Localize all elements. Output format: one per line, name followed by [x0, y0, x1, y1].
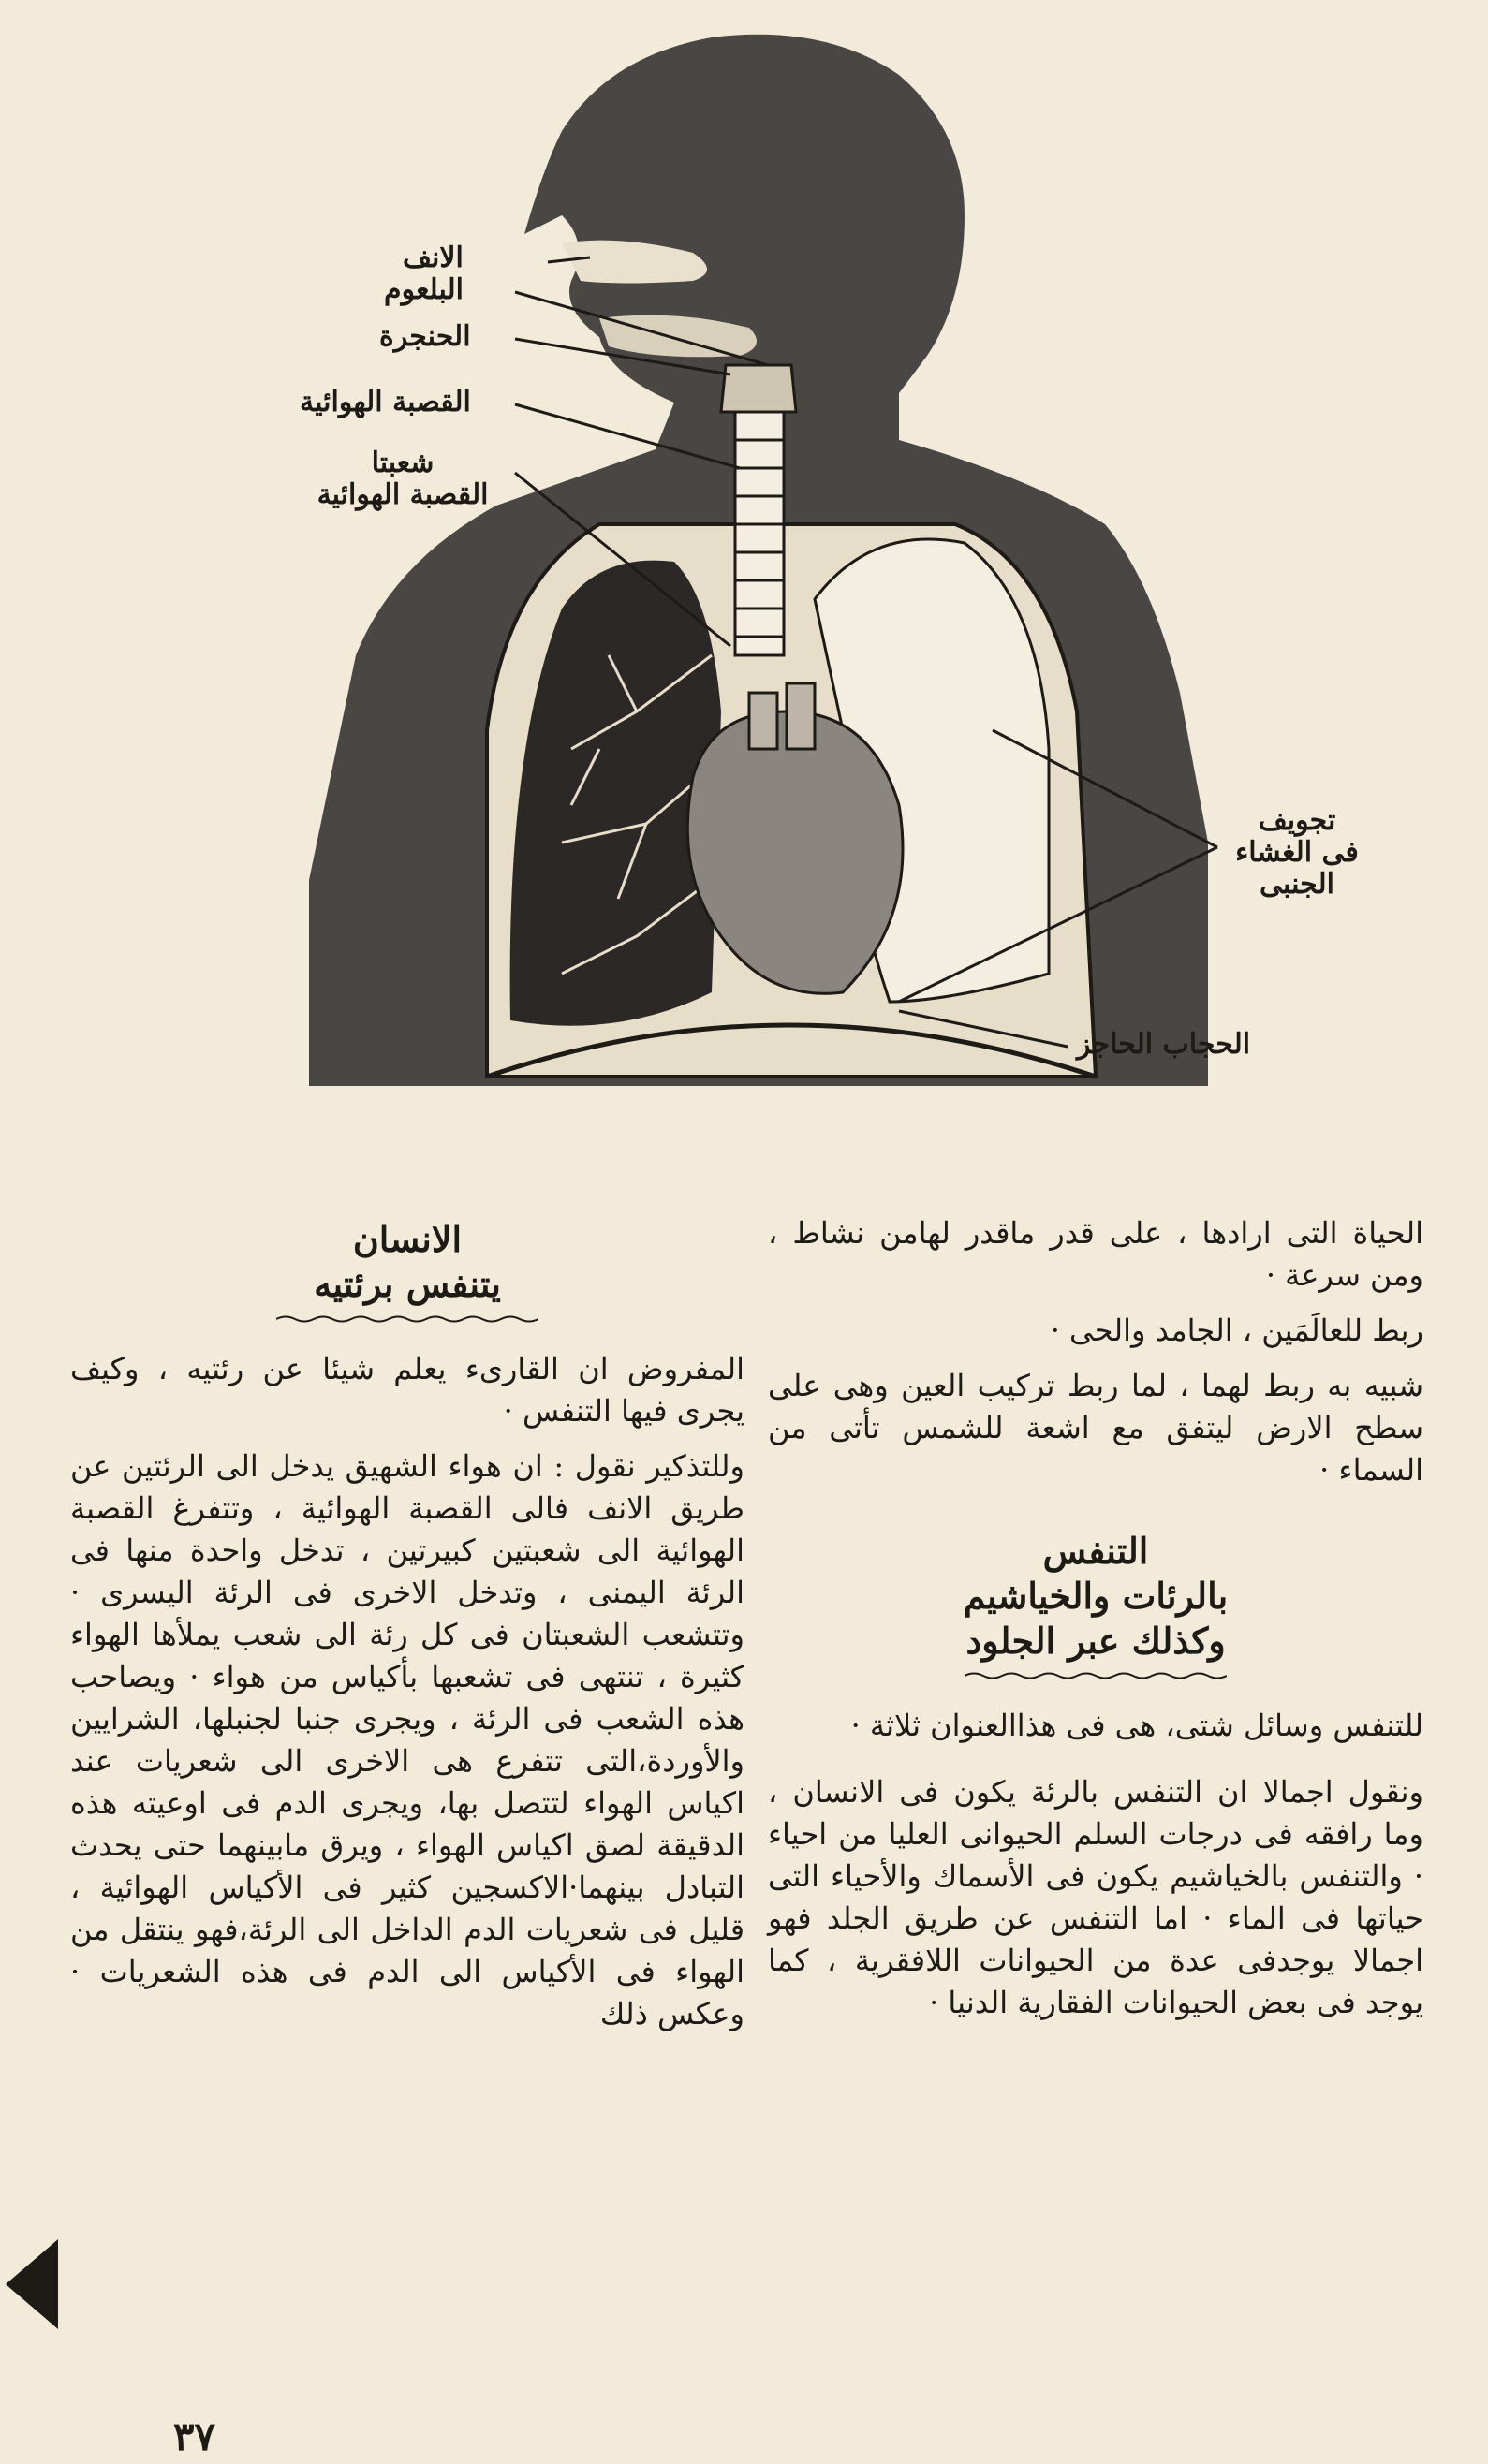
page-number: ٣٧ — [173, 2413, 216, 2459]
larynx — [721, 365, 796, 412]
right-para-5: ونقول اجمالا ان التنفس بالرئة يكون فى الانسان ، وما رافقه فى درجات السلم الحيوانى العليا من احياء · والتنفس بالخياشيم يكون فى الأسماك والأحياء التى حياتها فى الماء · اما التنفس عن طريق الجلد فهو اجمالا يوجدفى عدة من الحيوانات اللافقرية ، كما يوجد فى بعض الحيوانات الفقارية الدنيا · — [768, 1774, 1423, 2020]
right-para-1: الحياة التى ارادها ، على قدر ماقدر لهامن نشاط ، ومن سرعة · — [768, 1215, 1423, 1293]
label-bronchi-line1: شعبتا — [371, 447, 435, 479]
right-para-2: ربط للعالَمَين ، الجامد والحى · — [1050, 1313, 1423, 1348]
right-heading-line2: بالرئات والخياشيم — [963, 1575, 1229, 1617]
right-heading-line1: التنفس — [1042, 1530, 1149, 1572]
left-section-heading — [70, 1217, 744, 1324]
label-bronchi — [300, 447, 506, 511]
heading-underline-right — [965, 1671, 1227, 1680]
label-pleura-line1: تجويف — [1258, 804, 1336, 837]
left-column — [70, 1217, 744, 2048]
label-trachea: القصبة الهوائية — [300, 386, 471, 418]
label-pharynx: البلعوم — [384, 273, 464, 306]
page-arrow-icon — [6, 2239, 58, 2329]
right-heading-line3: وكذلك عبر الجلود — [965, 1620, 1226, 1662]
right-column — [768, 1212, 1423, 2037]
label-pleural-cavity — [1222, 805, 1372, 901]
respiratory-diagram — [0, 0, 1488, 1086]
left-heading-line2: يتنفس برئتيه — [314, 1263, 501, 1305]
right-para-3: شبيه به ربط لهما ، لما ربط تركيب العين وهى على سطح الارض ليتفق مع اشعة للشمس تأتى من السماء · — [768, 1368, 1423, 1488]
right-section-heading — [768, 1529, 1423, 1680]
label-nose: الانف — [403, 242, 464, 274]
trachea — [735, 412, 784, 655]
left-heading-line1: الانسان — [352, 1218, 463, 1260]
label-diaphragm: الحجاب الحاجز — [1077, 1028, 1251, 1061]
label-pleura-line3: الجنبى — [1260, 868, 1334, 901]
left-para-2: وللتذكير نقول : ان هواء الشهيق يدخل الى الرئتين عن طريق الانف فالى القصبة الهوائية ، وتتفرغ القصبة الهوائية الى شعبتين كبيرتين ، تدخل واحدة منها فى الرئة اليمنى ، وتدخل الاخرى فى الرئة اليسرى · وتتشعب الشعبتان فى كل رئة الى شعب يملأها الهواء كثيرة ، تنتهى فى تشعبها بأكياس من هواء · ويصاحب هذه الشعب فى الرئة ، ويجرى جنبا لجنبلها، الشرايين والأوردة،التى تتفرع هى الاخرى الى شعريات عند اكياس الهواء لتتصل بها، ويجرى الدم فى اوعيته هذه الدقيقة لصق اكياس الهواء ، ويرق مابينهما حتى يحدث التبادل بينهما·الاكسجين كثير فى الأكياس الهوائية ، قليل فى شعريات الدم الداخل الى الرئة،فهو ينتقل من الهواء فى الأكياس الى الدم فى هذه الشعريات · وعكس ذلك — [70, 1448, 745, 2031]
label-pleura-line2: فى الغشاء — [1235, 836, 1359, 869]
left-para-1: المفروض ان القارىء يعلم شيئا عن رئتيه ، وكيف يجرى فيها التنفس · — [70, 1351, 744, 1429]
respiratory-system-figure — [0, 0, 1488, 1086]
label-larynx: الحنجرة — [379, 320, 471, 353]
label-bronchi-line2: القصبة الهوائية — [317, 478, 489, 511]
right-para-4: للتنفس وسائل شتى، هى فى هذاالعنوان ثلاثة · — [850, 1708, 1423, 1743]
heading-underline-left — [276, 1314, 538, 1324]
